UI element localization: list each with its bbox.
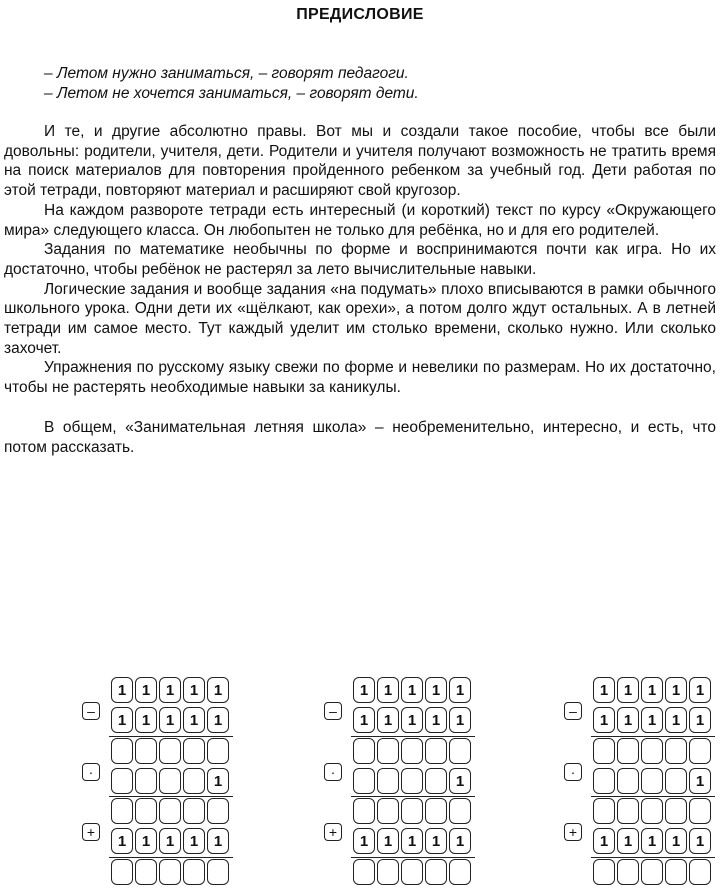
digit-cell[interactable] — [135, 798, 157, 824]
digit-cell[interactable] — [353, 859, 375, 885]
digit-row — [111, 828, 229, 854]
digit-cell[interactable] — [689, 859, 711, 885]
paragraph: И те, и другие абсолютно правы. Вот мы и создали такое пособие, чтобы все были довольны: родители, учителя, дети. Родители и учителя получают возможность не тратить время на поиск материалов для повторения пройденного ребенком за учебный год. Дети работая по этой тетради, повторяют материал и расширяют свой кругозор. — [4, 123, 716, 200]
digit-cell[interactable] — [111, 859, 133, 885]
digit-cell[interactable]: 1 — [665, 677, 687, 703]
digit-cell[interactable] — [689, 738, 711, 764]
digit-cell[interactable] — [159, 798, 181, 824]
digit-cell[interactable]: 1 — [377, 828, 399, 854]
digit-cell[interactable]: 1 — [159, 707, 181, 733]
digit-cell[interactable] — [183, 768, 205, 794]
page-title: ПРЕДИСЛОВИЕ — [296, 6, 424, 23]
digit-cell[interactable] — [353, 738, 375, 764]
digit-cell[interactable] — [377, 768, 399, 794]
digit-cell[interactable]: 1 — [665, 707, 687, 733]
digit-cell[interactable] — [353, 768, 375, 794]
digit-cell[interactable]: 1 — [183, 677, 205, 703]
digit-cell[interactable]: 1 — [207, 828, 229, 854]
digit-cell[interactable] — [425, 859, 447, 885]
digit-cell[interactable]: 1 — [425, 828, 447, 854]
digit-cell[interactable] — [159, 768, 181, 794]
digit-row — [353, 677, 471, 703]
digit-cell[interactable]: 1 — [183, 707, 205, 733]
digit-row — [111, 707, 229, 733]
digit-cell[interactable] — [689, 798, 711, 824]
paragraph: На каждом развороте тетради есть интересный (и короткий) текст по курсу «Окружающего мира» следующего класса. Он любопытен не только для ребёнка, но и для его родителей. — [4, 201, 716, 239]
digit-cell[interactable] — [593, 859, 615, 885]
epigraph-quotes — [44, 64, 419, 104]
result-line — [591, 736, 715, 737]
paragraph-conclusion: В общем, «Занимательная летняя школа» – необременительно, интересно, и есть, что потом рассказать. — [4, 418, 716, 456]
paragraph: Упражнения по русскому языку свежи по форме и невелики по размерам. Но их достаточно, чтобы не растерять необходимые навыки за каникулы. — [4, 359, 716, 397]
digit-cell[interactable]: 1 — [689, 677, 711, 703]
digit-row — [111, 859, 229, 885]
digit-cell[interactable] — [593, 798, 615, 824]
digit-row — [353, 768, 471, 794]
digit-cell[interactable] — [641, 859, 663, 885]
operator-box: · — [564, 763, 582, 781]
digit-cell[interactable] — [401, 738, 423, 764]
paragraph: Логические задания и вообще задания «на подумать» плохо вписываются в рамки обычного школьного урока. Одни дети их «щёлкают, как орехи», а потом долго ждут остальных. А в летней тетради им самое место. Тут каждый уделит им столько времени, сколько нужно. Или сколько захочет. — [4, 280, 716, 357]
digit-cell[interactable] — [425, 798, 447, 824]
digit-cell[interactable] — [111, 738, 133, 764]
digit-cell[interactable] — [425, 738, 447, 764]
math-puzzle — [76, 677, 276, 887]
digit-cell[interactable] — [617, 859, 639, 885]
digit-cell[interactable] — [183, 738, 205, 764]
digit-cell[interactable] — [665, 859, 687, 885]
operator-box: – — [324, 702, 342, 720]
digit-cell[interactable] — [159, 859, 181, 885]
digit-cell[interactable]: 1 — [665, 828, 687, 854]
result-line — [351, 857, 475, 858]
digit-cell[interactable] — [665, 738, 687, 764]
digit-cell[interactable] — [401, 859, 423, 885]
digit-cell[interactable] — [135, 768, 157, 794]
digit-cell[interactable] — [449, 798, 471, 824]
digit-cell[interactable] — [449, 738, 471, 764]
digit-row — [593, 738, 711, 764]
digit-cell[interactable] — [207, 798, 229, 824]
digit-cell[interactable]: 1 — [593, 707, 615, 733]
digit-cell[interactable]: 1 — [449, 828, 471, 854]
operator-box: – — [564, 702, 582, 720]
digit-row — [593, 677, 711, 703]
result-line — [591, 796, 715, 797]
digit-cell[interactable] — [617, 798, 639, 824]
result-line — [351, 796, 475, 797]
digit-cell[interactable]: 1 — [135, 677, 157, 703]
digit-cell[interactable] — [641, 768, 663, 794]
digit-cell[interactable]: 1 — [689, 768, 711, 794]
digit-cell[interactable]: 1 — [111, 828, 133, 854]
digit-cell[interactable]: 1 — [207, 677, 229, 703]
digit-cell[interactable] — [641, 798, 663, 824]
digit-cell[interactable]: 1 — [135, 707, 157, 733]
digit-cell[interactable]: 1 — [111, 707, 133, 733]
digit-row — [111, 798, 229, 824]
operator-box: + — [82, 823, 100, 841]
digit-cell[interactable] — [111, 768, 133, 794]
operator-box: + — [324, 823, 342, 841]
digit-cell[interactable]: 1 — [449, 707, 471, 733]
result-line — [109, 736, 233, 737]
digit-cell[interactable] — [617, 738, 639, 764]
digit-row — [353, 798, 471, 824]
digit-cell[interactable] — [353, 798, 375, 824]
preface-body — [4, 122, 716, 457]
digit-cell[interactable]: 1 — [207, 768, 229, 794]
digit-cell[interactable]: 1 — [449, 677, 471, 703]
operator-box: + — [564, 823, 582, 841]
digit-cell[interactable] — [377, 798, 399, 824]
digit-cell[interactable]: 1 — [425, 707, 447, 733]
digit-cell[interactable]: 1 — [617, 828, 639, 854]
digit-cell[interactable]: 1 — [377, 677, 399, 703]
digit-cell[interactable]: 1 — [401, 677, 423, 703]
digit-row — [593, 768, 711, 794]
digit-cell[interactable] — [135, 738, 157, 764]
operator-box: · — [82, 763, 100, 781]
digit-row — [593, 798, 711, 824]
digit-cell[interactable] — [377, 859, 399, 885]
digit-cell[interactable] — [593, 768, 615, 794]
digit-row — [593, 859, 711, 885]
digit-cell[interactable]: 1 — [641, 677, 663, 703]
digit-row — [111, 738, 229, 764]
result-line — [591, 857, 715, 858]
digit-cell[interactable] — [377, 738, 399, 764]
digit-cell[interactable] — [665, 798, 687, 824]
digit-cell[interactable] — [425, 768, 447, 794]
digit-cell[interactable]: 1 — [401, 828, 423, 854]
digit-cell[interactable] — [207, 859, 229, 885]
digit-cell[interactable]: 1 — [353, 828, 375, 854]
digit-cell[interactable]: 1 — [135, 828, 157, 854]
math-puzzle — [558, 677, 720, 887]
digit-cell[interactable] — [641, 738, 663, 764]
digit-row — [111, 768, 229, 794]
paragraph: Задания по математике необычны по форме и воспринимаются почти как игра. Но их достаточно, чтобы ребёнок не растерял за лето вычислительные навыки. — [4, 241, 716, 278]
digit-cell[interactable]: 1 — [377, 707, 399, 733]
digit-cell[interactable]: 1 — [401, 707, 423, 733]
digit-cell[interactable] — [183, 859, 205, 885]
digit-cell[interactable] — [183, 798, 205, 824]
digit-cell[interactable]: 1 — [425, 677, 447, 703]
digit-cell[interactable] — [207, 738, 229, 764]
result-line — [109, 796, 233, 797]
digit-cell[interactable] — [593, 738, 615, 764]
digit-cell[interactable] — [401, 768, 423, 794]
digit-row — [593, 707, 711, 733]
digit-cell[interactable]: 1 — [689, 707, 711, 733]
result-line — [351, 736, 475, 737]
digit-cell[interactable]: 1 — [449, 768, 471, 794]
operator-box: – — [82, 702, 100, 720]
digit-cell[interactable] — [449, 859, 471, 885]
digit-cell[interactable]: 1 — [183, 828, 205, 854]
digit-cell[interactable] — [111, 798, 133, 824]
digit-cell[interactable]: 1 — [617, 707, 639, 733]
digit-cell[interactable] — [159, 738, 181, 764]
digit-cell[interactable]: 1 — [641, 828, 663, 854]
digit-cell[interactable] — [135, 859, 157, 885]
digit-cell[interactable]: 1 — [207, 707, 229, 733]
digit-row — [111, 677, 229, 703]
digit-cell[interactable]: 1 — [593, 828, 615, 854]
digit-cell[interactable] — [665, 768, 687, 794]
digit-row — [353, 707, 471, 733]
digit-cell[interactable] — [401, 798, 423, 824]
digit-cell[interactable]: 1 — [353, 677, 375, 703]
digit-cell[interactable]: 1 — [353, 707, 375, 733]
quote-teachers: – Летом нужно заниматься, – говорят педагоги. — [44, 65, 409, 82]
digit-cell[interactable] — [617, 768, 639, 794]
digit-cell[interactable]: 1 — [617, 677, 639, 703]
digit-cell[interactable]: 1 — [111, 677, 133, 703]
digit-row — [353, 738, 471, 764]
digit-row — [593, 828, 711, 854]
digit-cell[interactable]: 1 — [641, 707, 663, 733]
digit-cell[interactable]: 1 — [593, 677, 615, 703]
digit-cell[interactable]: 1 — [159, 677, 181, 703]
digit-row — [353, 828, 471, 854]
math-puzzle — [318, 677, 518, 887]
digit-row — [353, 859, 471, 885]
digit-cell[interactable]: 1 — [689, 828, 711, 854]
digit-cell[interactable]: 1 — [159, 828, 181, 854]
quote-children: – Летом не хочется заниматься, – говорят дети. — [44, 85, 419, 102]
result-line — [109, 857, 233, 858]
operator-box: · — [324, 763, 342, 781]
